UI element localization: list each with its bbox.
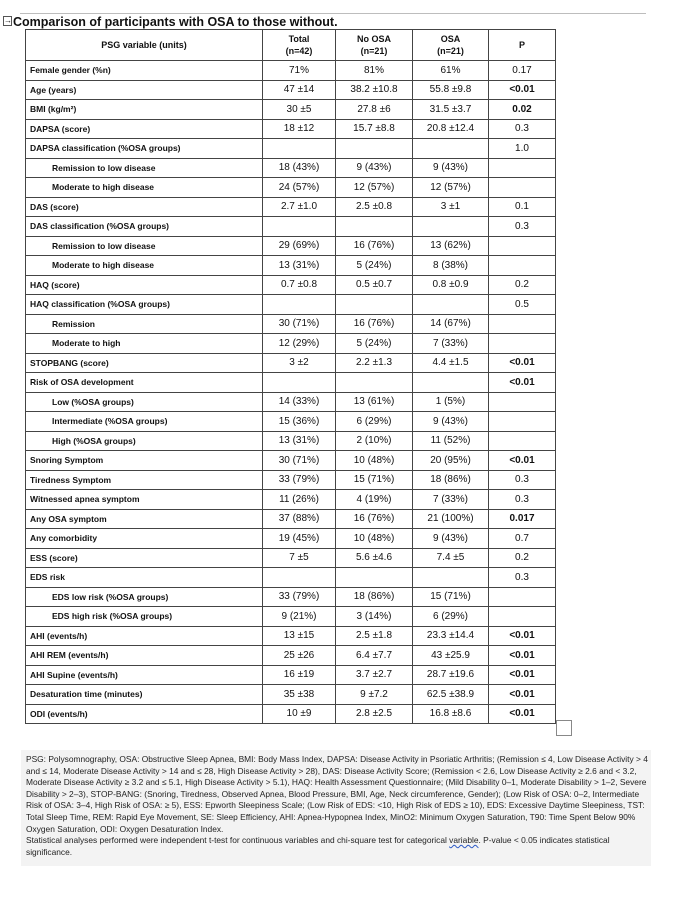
header-osa-label: OSA — [440, 34, 461, 44]
cell-osa: 1 (5%) — [413, 392, 489, 412]
row-label: AHI REM (events/h) — [26, 646, 263, 666]
row-label: DAPSA (score) — [26, 119, 263, 139]
cell-total: 14 (33%) — [263, 392, 336, 412]
row-label: BMI (kg/m²) — [26, 100, 263, 120]
cell-total: 33 (79%) — [263, 587, 336, 607]
cell-p-value: 0.1 — [489, 197, 556, 217]
row-label: High (%OSA groups) — [26, 431, 263, 451]
cell-no-osa: 38.2 ±10.8 — [336, 80, 413, 100]
table-row — [26, 217, 556, 237]
table-row — [26, 490, 556, 510]
cell-total: 0.7 ±0.8 — [263, 275, 336, 295]
table-row — [26, 139, 556, 159]
table-row — [26, 353, 556, 373]
cell-no-osa: 18 (86%) — [336, 587, 413, 607]
cell-p-value — [489, 431, 556, 451]
results-table — [25, 29, 556, 724]
cell-osa: 23.3 ±14.4 — [413, 626, 489, 646]
table-row — [26, 178, 556, 198]
cell-no-osa: 13 (61%) — [336, 392, 413, 412]
cell-total: 29 (69%) — [263, 236, 336, 256]
object-anchor-icon[interactable]: → — [4, 16, 12, 25]
cell-p-value: 0.3 — [489, 470, 556, 490]
row-label: DAPSA classification (%OSA groups) — [26, 139, 263, 159]
row-label: HAQ classification (%OSA groups) — [26, 295, 263, 315]
row-label: EDS high risk (%OSA groups) — [26, 607, 263, 627]
cell-no-osa: 5 (24%) — [336, 334, 413, 354]
row-label: ODI (events/h) — [26, 704, 263, 724]
table-row — [26, 256, 556, 276]
cell-total: 13 (31%) — [263, 431, 336, 451]
table-row — [26, 607, 556, 627]
cell-no-osa: 6 (29%) — [336, 412, 413, 432]
header-no-osa-label: No OSA — [356, 34, 391, 44]
cell-no-osa — [336, 217, 413, 237]
row-label: Snoring Symptom — [26, 451, 263, 471]
cell-osa: 28.7 ±19.6 — [413, 665, 489, 685]
cell-no-osa: 5.6 ±4.6 — [336, 548, 413, 568]
cell-total: 37 (88%) — [263, 509, 336, 529]
table-row — [26, 392, 556, 412]
cell-osa: 31.5 ±3.7 — [413, 100, 489, 120]
cell-total: 7 ±5 — [263, 548, 336, 568]
cell-osa: 9 (43%) — [413, 158, 489, 178]
cell-osa: 9 (43%) — [413, 412, 489, 432]
cell-osa: 61% — [413, 61, 489, 81]
cell-p-value: <0.01 — [489, 665, 556, 685]
row-label: Tiredness Symptom — [26, 470, 263, 490]
table-row — [26, 61, 556, 81]
cell-p-value — [489, 158, 556, 178]
table-row — [26, 509, 556, 529]
table-row — [26, 100, 556, 120]
cell-p-value: 0.5 — [489, 295, 556, 315]
cell-no-osa: 16 (76%) — [336, 236, 413, 256]
cell-total: 18 (43%) — [263, 158, 336, 178]
footnote-abbreviations: PSG: Polysomnography, OSA: Obstructive Sleep Apnea, BMI: Body Mass Index, DAPSA: Disease Activity in Psoriatic Arthritis; (Remission ≤ 4, Low Disease Activity > 4 and ≤ 14, Moderate Disease Activity > 14 and ≤ 28, High Disease Activity > 28), DAS: Disease Activity Score; (Remission < 2.6, Low Disease Activity ≥ 2.6 and < 3.2, Moderate Disease Activity ≥ 3.2 and ≤ 5.1, High Disease Activity > 5.1), HAQ: Health Assessment Questionnaire; (Mild Disability 0–1, Moderate Disability > 1–2, Severe Disability > 2–3), STOP-BANG: (Snoring, Tiredness, Observed Apnea, Blood Pressure, BMI, Age, Neck circumference, Gender); (Low Risk of OSA: 0–2, Intermediate Risk of OSA: 3–4, High Risk of OSA: ≥ 5), ESS: Epworth Sleepiness Scale; (Low Risk of EDS: <10, High Risk of EDS ≥ 10), EDS: Excessive Daytime Sleepiness, TST: Total Sleep Time, REM: Rapid Eye Movement, SE: Sleep Efficiency, AHI: Apnea-Hypopnea Index, MinO2: Minimum Oxygen Saturation, T90: Time Spent Below 90% Oxygen Saturation, ODI: Oxygen Desaturation Index. — [26, 754, 648, 834]
row-label: STOPBANG (score) — [26, 353, 263, 373]
cell-total — [263, 568, 336, 588]
row-label: Desaturation time (minutes) — [26, 685, 263, 705]
cell-no-osa: 81% — [336, 61, 413, 81]
table-row — [26, 646, 556, 666]
row-label: Intermediate (%OSA groups) — [26, 412, 263, 432]
cell-total — [263, 139, 336, 159]
row-label: Remission — [26, 314, 263, 334]
header-osa — [413, 30, 489, 61]
row-label: Moderate to high — [26, 334, 263, 354]
cell-p-value: 0.02 — [489, 100, 556, 120]
row-label: DAS (score) — [26, 197, 263, 217]
table-row — [26, 685, 556, 705]
row-label: Any OSA symptom — [26, 509, 263, 529]
cell-osa: 14 (67%) — [413, 314, 489, 334]
table-row — [26, 314, 556, 334]
row-label: Female gender (%n) — [26, 61, 263, 81]
cell-osa: 55.8 ±9.8 — [413, 80, 489, 100]
header-total-label: Total — [288, 34, 310, 44]
cell-osa: 6 (29%) — [413, 607, 489, 627]
header-total — [263, 30, 336, 61]
cell-total: 30 (71%) — [263, 451, 336, 471]
cell-p-value — [489, 334, 556, 354]
cell-total: 71% — [263, 61, 336, 81]
cell-p-value: <0.01 — [489, 704, 556, 724]
cell-p-value — [489, 178, 556, 198]
cell-p-value: <0.01 — [489, 451, 556, 471]
cell-p-value: <0.01 — [489, 80, 556, 100]
cell-no-osa: 6.4 ±7.7 — [336, 646, 413, 666]
table-row — [26, 548, 556, 568]
row-label: Remission to low disease — [26, 236, 263, 256]
cell-total: 33 (79%) — [263, 470, 336, 490]
cell-no-osa — [336, 295, 413, 315]
cell-p-value: <0.01 — [489, 353, 556, 373]
cell-no-osa: 12 (57%) — [336, 178, 413, 198]
header-p: P — [489, 30, 556, 61]
cell-no-osa: 2.8 ±2.5 — [336, 704, 413, 724]
header-row — [26, 30, 556, 61]
cell-no-osa: 4 (19%) — [336, 490, 413, 510]
cell-total: 47 ±14 — [263, 80, 336, 100]
row-label: Moderate to high disease — [26, 256, 263, 276]
table-row — [26, 236, 556, 256]
cell-p-value: 0.3 — [489, 119, 556, 139]
cell-osa: 7.4 ±5 — [413, 548, 489, 568]
cell-osa: 8 (38%) — [413, 256, 489, 276]
cell-p-value: 0.17 — [489, 61, 556, 81]
cell-total: 19 (45%) — [263, 529, 336, 549]
cell-total: 10 ±9 — [263, 704, 336, 724]
cell-p-value — [489, 412, 556, 432]
cell-osa: 20 (95%) — [413, 451, 489, 471]
cell-osa: 15 (71%) — [413, 587, 489, 607]
cell-p-value — [489, 587, 556, 607]
cell-osa — [413, 568, 489, 588]
cell-total: 11 (26%) — [263, 490, 336, 510]
table-row — [26, 451, 556, 471]
cell-p-value: 0.017 — [489, 509, 556, 529]
table-row — [26, 197, 556, 217]
cell-no-osa: 0.5 ±0.7 — [336, 275, 413, 295]
row-label: Moderate to high disease — [26, 178, 263, 198]
row-label: AHI (events/h) — [26, 626, 263, 646]
row-label: AHI Supine (events/h) — [26, 665, 263, 685]
row-label: Any comorbidity — [26, 529, 263, 549]
cell-p-value: 0.3 — [489, 568, 556, 588]
cell-osa: 0.8 ±0.9 — [413, 275, 489, 295]
cell-p-value — [489, 314, 556, 334]
table-title: Comparison of participants with OSA to those without. — [13, 15, 338, 29]
cell-no-osa: 5 (24%) — [336, 256, 413, 276]
cell-osa: 11 (52%) — [413, 431, 489, 451]
cell-total: 30 ±5 — [263, 100, 336, 120]
table-row — [26, 704, 556, 724]
cell-no-osa: 16 (76%) — [336, 509, 413, 529]
cell-osa: 62.5 ±38.9 — [413, 685, 489, 705]
cell-total: 16 ±19 — [263, 665, 336, 685]
cell-total: 15 (36%) — [263, 412, 336, 432]
cell-osa: 7 (33%) — [413, 334, 489, 354]
table-row — [26, 158, 556, 178]
table-row — [26, 665, 556, 685]
cell-total: 35 ±38 — [263, 685, 336, 705]
row-label: ESS (score) — [26, 548, 263, 568]
table-resize-handle[interactable] — [556, 720, 572, 736]
cell-total: 30 (71%) — [263, 314, 336, 334]
footnote-stats-text: Statistical analyses performed were independent t-test for continuous variables and chi-square test for categorical — [26, 835, 450, 846]
cell-osa: 43 ±25.9 — [413, 646, 489, 666]
cell-total — [263, 295, 336, 315]
cell-p-value — [489, 607, 556, 627]
cell-p-value: <0.01 — [489, 646, 556, 666]
cell-no-osa: 9 ±7.2 — [336, 685, 413, 705]
cell-p-value: 0.2 — [489, 548, 556, 568]
cell-no-osa: 3.7 ±2.7 — [336, 665, 413, 685]
row-label: HAQ (score) — [26, 275, 263, 295]
cell-osa — [413, 217, 489, 237]
cell-total: 3 ±2 — [263, 353, 336, 373]
cell-p-value: 0.2 — [489, 275, 556, 295]
table-row — [26, 568, 556, 588]
table-row — [26, 373, 556, 393]
cell-no-osa: 9 (43%) — [336, 158, 413, 178]
cell-total: 9 (21%) — [263, 607, 336, 627]
cell-total: 13 (31%) — [263, 256, 336, 276]
table-row — [26, 119, 556, 139]
cell-total: 25 ±26 — [263, 646, 336, 666]
row-label: EDS low risk (%OSA groups) — [26, 587, 263, 607]
cell-p-value: <0.01 — [489, 685, 556, 705]
table-row — [26, 412, 556, 432]
cell-no-osa: 15.7 ±8.8 — [336, 119, 413, 139]
cell-p-value: 0.3 — [489, 217, 556, 237]
table-row — [26, 470, 556, 490]
cell-no-osa: 2.5 ±0.8 — [336, 197, 413, 217]
cell-osa: 13 (62%) — [413, 236, 489, 256]
footnote — [21, 750, 651, 866]
table-row — [26, 80, 556, 100]
cell-osa: 20.8 ±12.4 — [413, 119, 489, 139]
cell-no-osa: 15 (71%) — [336, 470, 413, 490]
cell-p-value — [489, 236, 556, 256]
cell-total: 2.7 ±1.0 — [263, 197, 336, 217]
cell-no-osa: 2 (10%) — [336, 431, 413, 451]
footnote-stats-text-end: . P-value < 0.05 indicates statistical significance. — [26, 835, 610, 857]
table-row — [26, 587, 556, 607]
cell-osa: 7 (33%) — [413, 490, 489, 510]
cell-no-osa: 3 (14%) — [336, 607, 413, 627]
cell-no-osa: 2.5 ±1.8 — [336, 626, 413, 646]
cell-total — [263, 373, 336, 393]
cell-p-value: 1.0 — [489, 139, 556, 159]
table-row — [26, 626, 556, 646]
table-row — [26, 295, 556, 315]
cell-no-osa — [336, 373, 413, 393]
footnote-stats-spellcheck-word: variable — [449, 835, 479, 846]
header-osa-n: (n=21) — [437, 46, 464, 56]
cell-p-value — [489, 392, 556, 412]
cell-total: 13 ±15 — [263, 626, 336, 646]
table-row — [26, 431, 556, 451]
cell-p-value: 0.7 — [489, 529, 556, 549]
header-no-osa — [336, 30, 413, 61]
header-total-n: (n=42) — [285, 46, 313, 56]
cell-no-osa: 27.8 ±6 — [336, 100, 413, 120]
cell-osa — [413, 139, 489, 159]
cell-no-osa — [336, 568, 413, 588]
row-label: Age (years) — [26, 80, 263, 100]
cell-total: 18 ±12 — [263, 119, 336, 139]
table-row — [26, 275, 556, 295]
cell-total: 12 (29%) — [263, 334, 336, 354]
header-variable: PSG variable (units) — [26, 30, 263, 61]
row-label: Low (%OSA groups) — [26, 392, 263, 412]
cell-no-osa: 2.2 ±1.3 — [336, 353, 413, 373]
table-row — [26, 529, 556, 549]
row-label: Risk of OSA development — [26, 373, 263, 393]
cell-p-value — [489, 256, 556, 276]
row-label: DAS classification (%OSA groups) — [26, 217, 263, 237]
cell-osa: 12 (57%) — [413, 178, 489, 198]
cell-no-osa: 10 (48%) — [336, 451, 413, 471]
top-rule — [20, 13, 646, 14]
header-no-osa-n: (n=21) — [360, 46, 388, 56]
cell-no-osa — [336, 139, 413, 159]
table-row — [26, 334, 556, 354]
cell-p-value: <0.01 — [489, 626, 556, 646]
cell-osa — [413, 373, 489, 393]
cell-osa: 18 (86%) — [413, 470, 489, 490]
cell-osa: 3 ±1 — [413, 197, 489, 217]
cell-osa: 16.8 ±8.6 — [413, 704, 489, 724]
cell-p-value: <0.01 — [489, 373, 556, 393]
cell-no-osa: 16 (76%) — [336, 314, 413, 334]
cell-total: 24 (57%) — [263, 178, 336, 198]
cell-osa: 21 (100%) — [413, 509, 489, 529]
row-label: Remission to low disease — [26, 158, 263, 178]
row-label: EDS risk — [26, 568, 263, 588]
cell-no-osa: 10 (48%) — [336, 529, 413, 549]
cell-total — [263, 217, 336, 237]
cell-p-value: 0.3 — [489, 490, 556, 510]
row-label: Witnessed apnea symptom — [26, 490, 263, 510]
cell-osa: 9 (43%) — [413, 529, 489, 549]
footnote-statistics — [21, 835, 651, 858]
cell-osa — [413, 295, 489, 315]
cell-osa: 4.4 ±1.5 — [413, 353, 489, 373]
